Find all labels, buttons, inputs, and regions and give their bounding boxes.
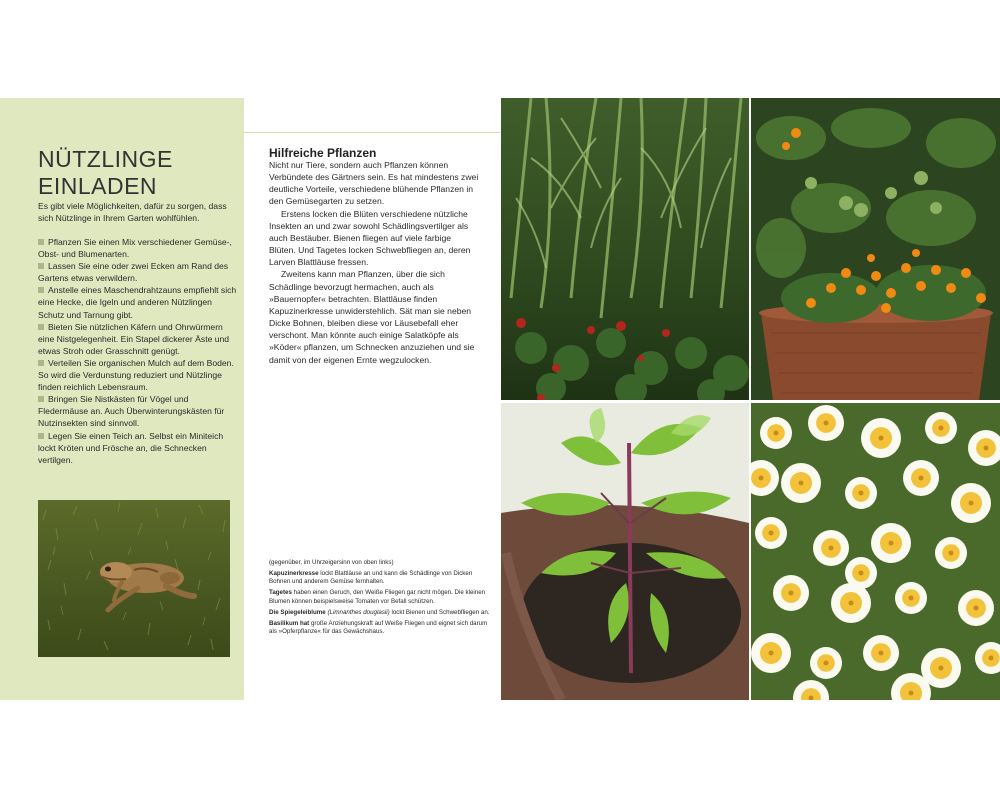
sidebar-title [38, 146, 238, 200]
list-item: Bringen Sie Nistkästen für Vögel und Fledermäuse an. Auch Überwinterungskästen für Nutzinsekten sind sinnvoll. [38, 394, 225, 429]
tagetes-tomato-photo [751, 98, 1000, 400]
list-item: Verteilen Sie organischen Mulch auf dem Boden. So wird die Verdunstung reduziert und Nützlinge finden reichlich Lebensraum. [38, 357, 234, 393]
list-item: Legen Sie einen Teich an. Selbst ein Miniteich lockt Kröten und Frösche an, die Schnecken vertilgen. [38, 430, 224, 465]
article-paragraph: Erstens locken die Blüten verschiedene nützliche Insekten an und zwar sowohl Schädlingsvertilger als auch Bestäuber. Bienen fliegen auf viele farbige Blüten. Und Tagetes locken Schwebfliegen an, deren Larven Blattläuse fressen. [269, 208, 471, 268]
caption-tagetes: Tagetes haben einen Geruch, den Weiße Fliegen gar nicht mögen. Die kleinen Blumen können beispielsweise Tomaten vor Befall schützen. [269, 589, 486, 605]
photo-captions [269, 559, 494, 639]
caption-nasturtium: Kapuzinerkresse lockt Blattläuse an und kann die Schädlinge von Dicken Bohnen und anderem Gemüse fernhalten. [269, 570, 473, 586]
sidebar-list [38, 236, 238, 466]
list-item: Pflanzen Sie einen Mix verschiedener Gemüse-, Obst- und Blumenarten. [38, 237, 232, 260]
title-line-2: EINLADEN [38, 173, 158, 199]
article-body [269, 159, 479, 366]
caption-basil: Basilikum hat große Anziehungskraft auf Weiße Fliegen und eignet sich darum als »Opferpflanze« für das Gewächshaus. [269, 619, 488, 636]
bullet-square-icon [38, 239, 44, 245]
bullet-square-icon [38, 396, 44, 402]
article-heading: Hilfreiche Pflanzen [269, 146, 377, 160]
bullet-square-icon [38, 287, 44, 293]
frog-photo [38, 500, 230, 657]
caption-orientation: (gegenüber, im Uhrzeigersinn von oben links) [269, 559, 394, 566]
sweetcorn-nasturtium-photo [501, 98, 749, 400]
title-line-1: NÜTZLINGE [38, 146, 173, 172]
article-paragraph: Nicht nur Tiere, sondern auch Pflanzen können Verbündete des Gärtners sein. Es hat mindestens zwei deutliche Vorteile, verschiedene blühende Pflanzen in den Gemüsegarten zu setzen. [269, 160, 479, 207]
list-item: Anstelle eines Maschendrahtzauns empfiehlt sich eine Hecke, die Igeln und anderen Nützlingen Schutz und Tarnung gibt. [38, 285, 237, 320]
bullet-square-icon [38, 263, 44, 269]
column-rule [244, 132, 500, 133]
caption-limnanthes: Die Spiegeleiblume (Limnanthes douglasii) lockt Bienen und Schwebfliegen an. [269, 608, 490, 616]
sidebar-intro: Es gibt viele Möglichkeiten, dafür zu sorgen, dass sich Nützlinge in Ihrem Garten wohlfühlen. [38, 201, 227, 224]
limnanthes-photo [751, 403, 1000, 700]
list-item: Bieten Sie nützlichen Käfern und Ohrwürmern eine Nistgelegenheit. Ein Stapel dickerer Äste und etwas Stroh oder Grasschnitt genügt. [38, 321, 230, 356]
bullet-square-icon [38, 360, 44, 366]
bullet-square-icon [38, 433, 44, 439]
list-item: Lassen Sie eine oder zwei Ecken am Rand des Gartens etwas verwildern. [38, 261, 229, 284]
basil-photo [501, 403, 749, 700]
article-paragraph: Zweitens kann man Pflanzen, über die sich Schädlinge bevorzugt hermachen, auch als »Bauernopfer« betrachten. Blattläuse finden Kapuzinerkresse unwiderstehlich. Sät man sie neben Dicke Bohnen, bleiben diese vor Läusebefall eher verschont. Man könnte auch einige Salatköpfe als »Köder« pflanzen, um Schnecken anzuziehen und sie damit von der eigenen Ernte wegzulocken. [269, 269, 475, 365]
bullet-square-icon [38, 324, 44, 330]
